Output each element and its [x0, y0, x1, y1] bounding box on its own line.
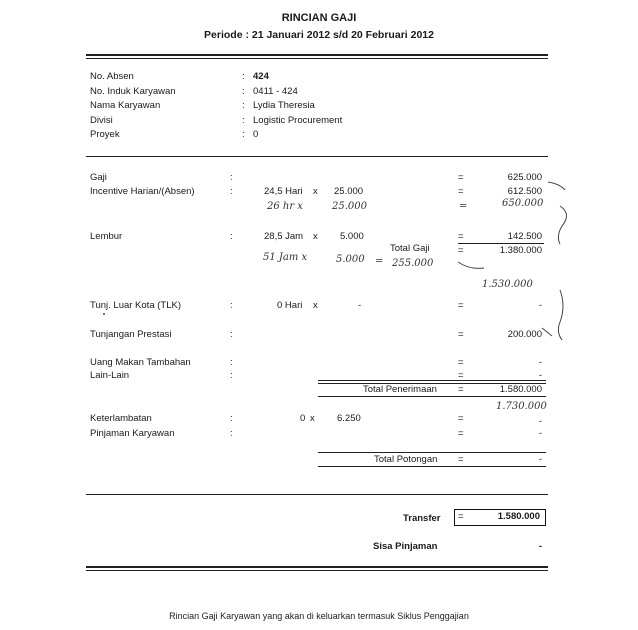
tlk-rate: - — [358, 300, 362, 311]
equals: = — [458, 370, 464, 381]
handwritten-incentive-qty: 26 hr x — [267, 201, 303, 212]
total-potongan-value: - — [538, 454, 542, 465]
hw-mark — [558, 290, 563, 340]
hw-mark — [458, 262, 484, 268]
gaji-value: 625.000 — [507, 172, 542, 183]
lain-label: Lain-Lain — [90, 370, 130, 381]
hw-dot — [103, 313, 105, 315]
transfer-label: Transfer — [403, 513, 441, 524]
times: x — [310, 413, 315, 424]
colon: : — [230, 172, 233, 183]
incentive-rate: 25.000 — [334, 186, 364, 197]
handwritten-total-penerimaan: 1.730.000 — [496, 401, 547, 412]
employee-name-value: Lydia Theresia — [253, 100, 315, 111]
equals: = — [458, 172, 464, 183]
lembur-label: Lembur — [90, 231, 123, 242]
incentive-qty: 24,5 Hari — [264, 186, 303, 197]
gaji-label: Gaji — [90, 172, 107, 183]
document-title: RINCIAN GAJI — [281, 12, 357, 24]
employee-nik-value: 0411 - 424 — [253, 86, 298, 97]
handwritten-lembur-rate: 5.000 — [336, 254, 365, 265]
handwritten-incentive-eq: = — [459, 201, 468, 212]
uang-makan-value: - — [538, 357, 542, 368]
lembur-value: 142.500 — [507, 231, 542, 242]
equals: = — [458, 413, 464, 424]
colon: : — [242, 86, 245, 97]
keterlambatan-qty: 0 — [300, 413, 306, 424]
colon: : — [230, 357, 233, 368]
total-penerimaan-label: Total Penerimaan — [363, 384, 437, 395]
lembur-rate: 5.000 — [340, 231, 364, 242]
total-gaji-value: 1.380.000 — [499, 245, 542, 256]
employee-label: Nama Karyawan — [90, 100, 161, 111]
uang-makan-label: Uang Makan Tambahan — [90, 357, 191, 368]
pinjaman-value: - — [538, 428, 542, 439]
equals: = — [458, 245, 464, 256]
employee-division-value: Logistic Procurement — [253, 115, 343, 126]
transfer-value: 1.580.000 — [497, 511, 540, 522]
colon: : — [230, 186, 233, 197]
colon: : — [230, 413, 233, 424]
lain-value: - — [538, 370, 542, 381]
handwritten-total-gaji: 1.530.000 — [482, 279, 533, 290]
total-potongan-label: Total Potongan — [374, 454, 438, 465]
handwritten-lembur-qty: 51 Jam x — [263, 252, 308, 263]
employee-label: No. Absen — [90, 71, 134, 82]
incentive-value: 612.500 — [507, 186, 542, 197]
handwritten-incentive-value: 650.000 — [502, 198, 544, 209]
colon: : — [230, 300, 233, 311]
colon: : — [242, 129, 245, 140]
equals: = — [458, 231, 464, 242]
times: x — [313, 300, 318, 311]
equals: = — [458, 300, 464, 311]
equals: = — [458, 454, 464, 465]
handwritten-lembur-eq: = — [375, 256, 384, 267]
colon: : — [230, 329, 233, 340]
total-penerimaan-value: 1.580.000 — [499, 384, 542, 395]
image-caption: Rincian Gaji Karyawan yang akan di keluarkan termasuk Siklus Penggajian — [169, 611, 469, 621]
sisa-pinjaman-label: Sisa Pinjaman — [373, 541, 438, 552]
keterlambatan-rate: 6.250 — [337, 413, 361, 424]
colon: : — [230, 231, 233, 242]
equals: = — [458, 186, 464, 197]
hw-mark — [558, 206, 566, 244]
equals: = — [458, 384, 464, 395]
incentive-label: Incentive Harian/(Absen) — [90, 186, 195, 197]
handwritten-incentive-rate: 25.000 — [332, 201, 367, 212]
colon: : — [230, 428, 233, 439]
colon: : — [242, 100, 245, 111]
tlk-label: Tunj. Luar Kota (TLK) — [90, 300, 181, 311]
tlk-qty: 0 Hari — [277, 300, 303, 311]
colon: : — [242, 115, 245, 126]
document-period: Periode : 21 Januari 2012 s/d 20 Februari 2012 — [204, 29, 434, 41]
equals: = — [458, 329, 464, 340]
pinjaman-label: Pinjaman Karyawan — [90, 428, 175, 439]
total-gaji-label: Total Gaji — [390, 243, 430, 254]
colon: : — [242, 71, 245, 82]
tlk-value: - — [538, 300, 542, 311]
employee-absen-value: 424 — [253, 71, 269, 82]
hw-mark — [542, 328, 552, 336]
prestasi-value: 200.000 — [507, 329, 542, 340]
equals: = — [458, 428, 464, 439]
employee-label: No. Induk Karyawan — [90, 86, 176, 97]
sisa-pinjaman-value: - — [538, 541, 542, 552]
colon: : — [230, 370, 233, 381]
handwritten-lembur-value: 255.000 — [392, 258, 434, 269]
equals: = — [458, 511, 464, 522]
keterlambatan-label: Keterlambatan — [90, 413, 152, 424]
equals: = — [458, 357, 464, 368]
times: x — [313, 231, 318, 242]
hw-mark — [548, 182, 565, 190]
prestasi-label: Tunjangan Prestasi — [90, 329, 172, 340]
times: x — [313, 186, 318, 197]
employee-project-value: 0 — [253, 129, 259, 140]
keterlambatan-value: - — [538, 416, 542, 427]
employee-label: Divisi — [90, 115, 113, 126]
lembur-qty: 28,5 Jam — [264, 231, 304, 242]
employee-label: Proyek — [90, 129, 120, 140]
